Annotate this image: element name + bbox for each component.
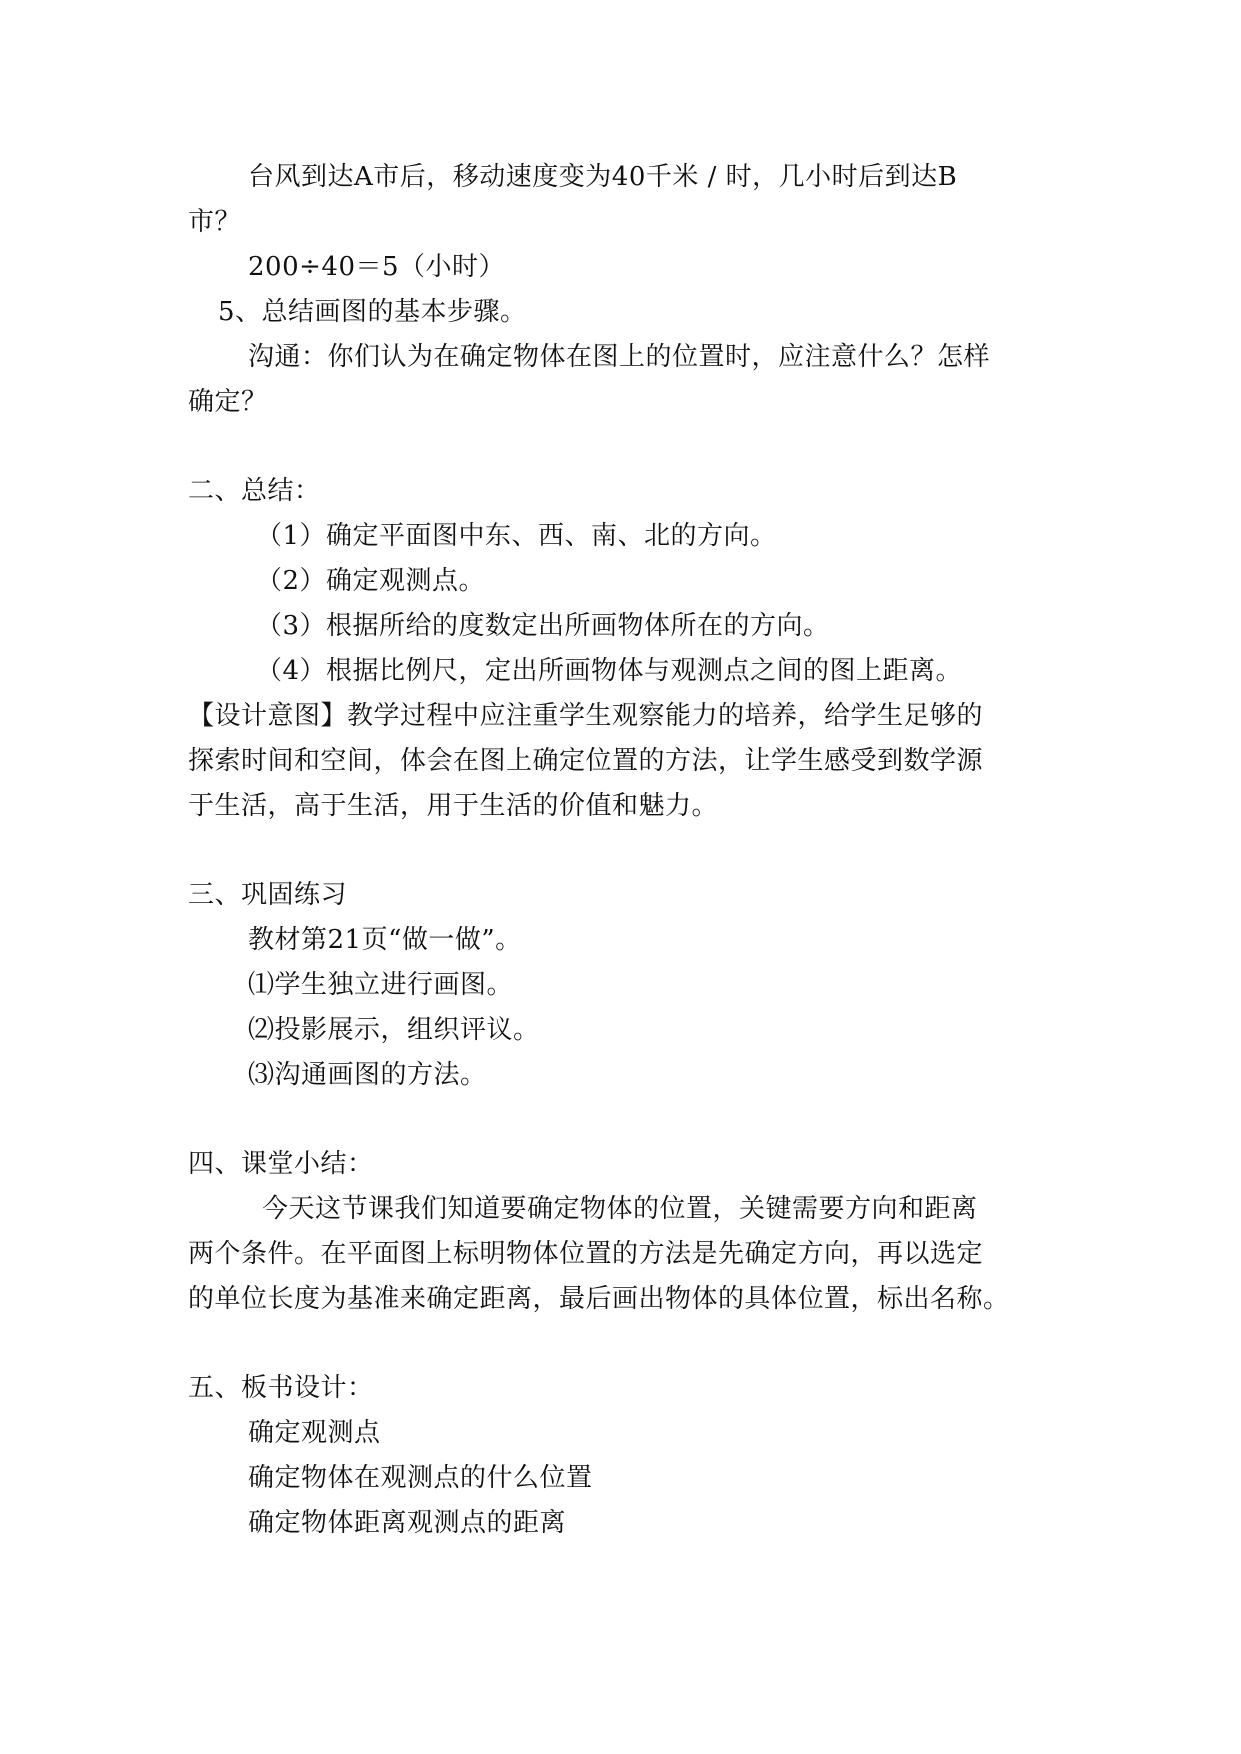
list-item: （4）根据比例尺，定出所画物体与观测点之间的图上距离。	[256, 656, 963, 686]
paragraph-line: 市？	[188, 207, 242, 237]
list-item: （2）确定观测点。	[256, 566, 486, 596]
paragraph-line: 台风到达A市后，移动速度变为40千米 / 时，几小时后到达B	[248, 162, 958, 192]
design-intent-line: 于生活，高于生活，用于生活的价值和魅力。	[188, 791, 719, 821]
paragraph-line: 确定？	[188, 387, 268, 417]
section-heading-board-design: 五、板书设计：	[188, 1373, 374, 1403]
design-intent-line: 【设计意图】教学过程中应注重学生观察能力的培养，给学生足够的	[188, 701, 984, 731]
design-intent-line: 探索时间和空间，体会在图上确定位置的方法，让学生感受到数学源	[188, 746, 984, 776]
section-heading-practice: 三、巩固练习	[188, 880, 348, 910]
board-item: 确定物体距离观测点的距离	[248, 1508, 567, 1538]
formula-line: 200÷40＝5（小时）	[248, 252, 506, 282]
list-item: （3）根据所给的度数定出所画物体所在的方向。	[256, 611, 830, 641]
list-item: ⑴学生独立进行画图。	[248, 970, 514, 1000]
section-heading-class-summary: 四、课堂小结：	[188, 1149, 374, 1179]
paragraph-line: 沟通：你们认为在确定物体在图上的位置时，应注意什么？怎样	[248, 342, 991, 372]
list-item: ⑶沟通画图的方法。	[248, 1060, 487, 1090]
paragraph-line: 两个条件。在平面图上标明物体位置的方法是先确定方向，再以选定	[188, 1239, 984, 1269]
paragraph-line: 的单位长度为基准来确定距离，最后画出物体的具体位置，标出名称。	[188, 1284, 1010, 1314]
list-item: （1）确定平面图中东、西、南、北的方向。	[256, 521, 777, 551]
board-item: 确定观测点	[248, 1418, 381, 1448]
section-heading-summary: 二、总结：	[188, 476, 321, 506]
step-heading: 5、总结画图的基本步骤。	[218, 297, 527, 327]
paragraph-line: 今天这节课我们知道要确定物体的位置，关键需要方向和距离	[262, 1194, 978, 1224]
paragraph-line: 教材第21页“做一做”。	[248, 925, 522, 955]
board-item: 确定物体在观测点的什么位置	[248, 1463, 593, 1493]
list-item: ⑵投影展示，组织评议。	[248, 1015, 540, 1045]
